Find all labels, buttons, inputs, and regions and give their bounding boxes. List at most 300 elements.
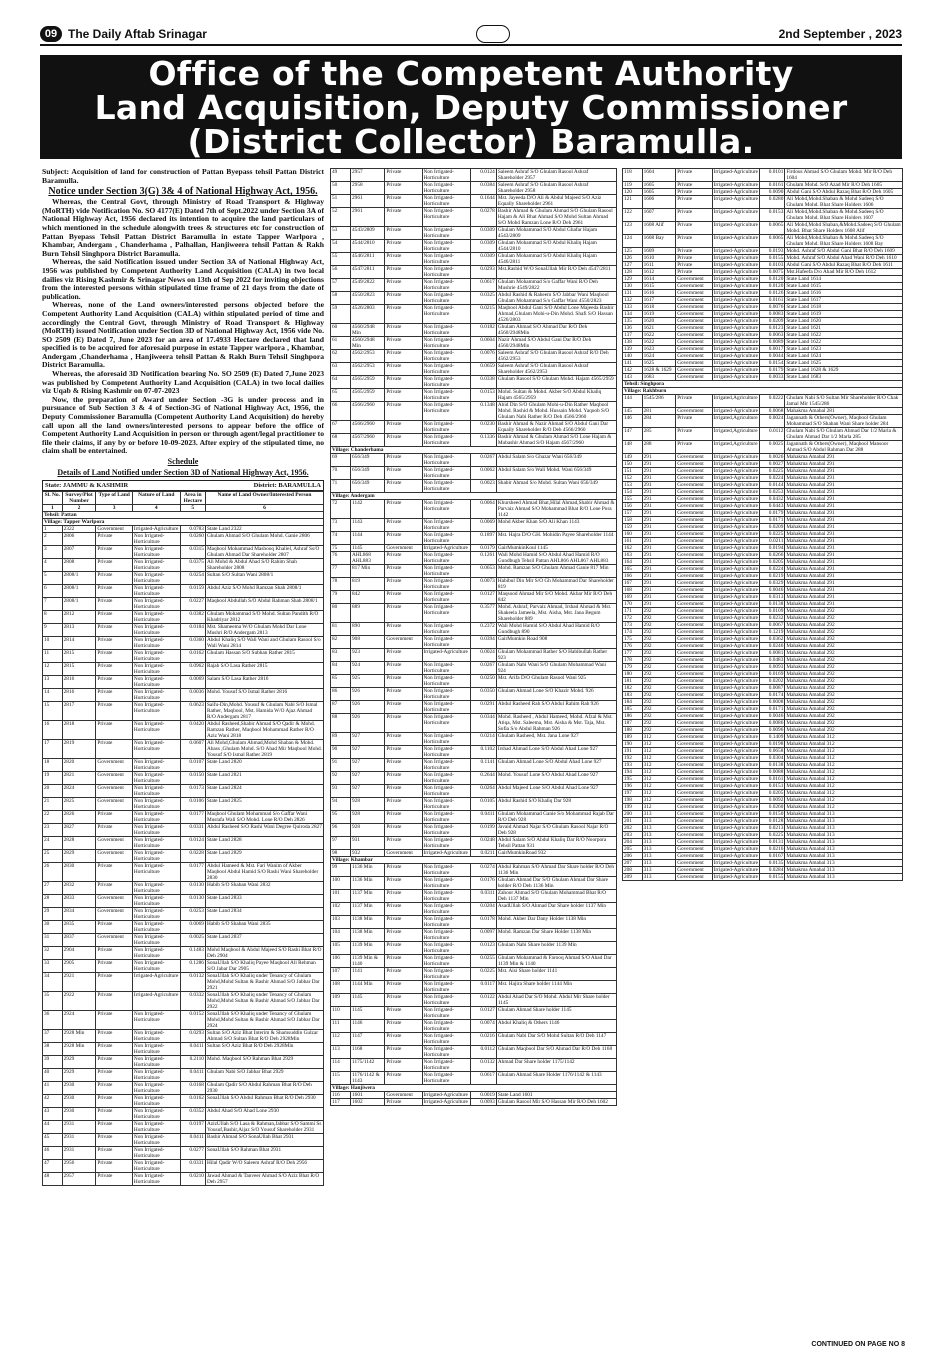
table-cell: 34 <box>43 973 63 992</box>
table-cell: 205 <box>623 846 643 853</box>
table-cell: Private <box>96 1173 133 1186</box>
table-cell: 0.0216 <box>760 846 785 853</box>
table-cell: Non Irrigated-Horticulture <box>422 981 471 994</box>
table-cell: Non Irrigated-Horticulture <box>132 1011 180 1030</box>
table-cell: Non Irrigated-Horticulture <box>422 363 471 376</box>
table-cell: 88 <box>331 714 351 733</box>
table-cell: 90 <box>331 746 351 759</box>
table-cell: 73 <box>331 519 351 532</box>
table-cell: 1144 Min <box>351 981 385 994</box>
table-cell: 183 <box>623 692 643 699</box>
table-cell: Government <box>676 475 712 482</box>
table-cell: 291 <box>642 538 676 545</box>
table-cell: 48 <box>43 1173 63 1186</box>
table-cell: 67 <box>331 421 351 434</box>
table-cell: 0.0093 <box>760 664 785 671</box>
table-cell: Private <box>96 1069 133 1082</box>
table-cell: 86 <box>331 688 351 701</box>
table-cell: 204 <box>623 839 643 846</box>
table-cell: 2832 <box>62 882 96 895</box>
table-row <box>623 290 903 297</box>
table-cell: Private <box>385 279 422 292</box>
table-cell: Government <box>676 304 712 311</box>
table-cell: Non Irrigated-Horticulture <box>132 1108 180 1121</box>
table-cell: 192 <box>623 755 643 762</box>
table-cell: 292 <box>642 657 676 664</box>
col-header: Name of Land Owner/Interested Person <box>205 492 323 505</box>
table-cell: 0.0332 <box>180 992 205 1011</box>
table-cell: 1623 <box>642 346 676 353</box>
table-cell: State Land 1622 <box>785 332 903 339</box>
table-cell: Ghulam Mohd. S/O Azad Mir R/O Deh 1605 <box>785 182 903 189</box>
table-cell: 0.0122 <box>471 994 497 1007</box>
table-cell: Non Irrigated-Horticulture <box>422 1033 471 1046</box>
table-cell: Government <box>676 860 712 867</box>
table-cell: 190 <box>623 741 643 748</box>
table-cell: Irrigated-Agriculture <box>713 769 758 775</box>
table-cell: Abdul Aziz S/O Mohd Ramzan Shah 2808/1 <box>205 585 323 598</box>
table-cell: Non Irrigated-Horticulture <box>422 837 471 850</box>
table-cell: 0.0117 <box>471 981 497 994</box>
table-cell: 0.0411 <box>471 811 497 824</box>
table-cell: Government <box>676 783 712 790</box>
table-cell: 2835 <box>62 921 96 934</box>
table-cell: Non Irrigated-Horticulture <box>422 877 471 890</box>
table-cell: Mahakma Amabal 291 <box>785 503 903 510</box>
table-cell: Irrigated-Agriculture <box>422 850 471 857</box>
table-cell: Irrigated-Agriculture <box>713 189 758 195</box>
table-cell: Government <box>676 573 712 580</box>
table-cell: Non Irrigated-Horticulture <box>132 895 180 908</box>
table-cell: Mahakma Amabal 291 <box>785 524 903 531</box>
table-cell: Private <box>676 209 712 222</box>
table-cell: Non Irrigated-Horticulture <box>132 934 180 947</box>
table-cell: 0.0411 <box>180 1069 205 1082</box>
table-cell: Irrigated-Agriculture <box>713 559 758 565</box>
table-cell: Government <box>676 408 712 415</box>
table-cell: Non Irrigated-Horticulture <box>132 546 180 559</box>
table-row <box>331 759 617 772</box>
table-cell: 0.0063 <box>760 332 785 339</box>
table-row <box>623 846 903 853</box>
table-cell: Ghulam Ahmad S/O Ahmad Dar R/O Deh 4560/2948Min <box>496 324 616 337</box>
table-cell: 4550/2823 <box>351 292 385 305</box>
table-cell: State Land 2820 <box>205 759 323 772</box>
table-cell: 0.0375 <box>180 559 205 572</box>
table-cell: Government <box>96 785 133 798</box>
table-cell: Government <box>676 636 712 643</box>
table-cell: 0.0124 <box>471 169 497 182</box>
table-cell: Irrigated-Agriculture <box>713 346 758 352</box>
table-cell: Mahakma Amabal 292 <box>785 678 903 685</box>
col-number: 6 <box>205 505 323 512</box>
table-cell: Private <box>96 1147 133 1160</box>
table-cell: Mahakma Amabal 292 <box>785 643 903 650</box>
table-cell: Bashir Ahmad & Ghulam Ahmad S/O Ghulam Rasool Hajam & Ali Bhat Ahmad S/O Mohd Sultan Ahmad S/O Mohd Ramzan Lone R/O Deh 2961 <box>496 208 616 227</box>
table-cell: Government <box>676 629 712 636</box>
table-cell: Private <box>385 994 422 1007</box>
table-cell: Private <box>385 421 422 434</box>
table-cell: 312 <box>642 769 676 776</box>
table-cell: Mahakma Amabal 312 <box>785 741 903 748</box>
table-cell: Irrigated-Agriculture <box>713 650 758 656</box>
table-cell: Non Irrigated-Horticulture <box>132 663 180 676</box>
table-cell: Habib S/O Shaban Wani 2835 <box>205 921 323 934</box>
table-cell: 291 <box>642 566 676 573</box>
table-cell: Non Irrigated-Horticulture <box>132 850 180 863</box>
table-cell: 4526/2803 <box>351 305 385 324</box>
table-cell: 0.0044 <box>760 353 785 360</box>
table-cell: Ghulam Nabi S/O Ghulam Ahmad Dar 1/2 Marla & Ghulam Ahmad Dar 1/2 Marla 285 <box>785 428 903 441</box>
table-cell: 1618 <box>642 304 676 311</box>
table-cell: 0.0266 <box>760 552 785 559</box>
table-row <box>331 733 617 746</box>
table-cell: Ghulam Mohammad S/O Abdul Khaliq Hajam 4544/2810 <box>496 240 616 253</box>
table-row <box>43 1082 324 1095</box>
table-cell: 0.0193 <box>760 248 785 255</box>
table-cell: 1614 <box>642 276 676 283</box>
table-cell: Government <box>676 332 712 339</box>
table-cell: Irrigated-Agriculture <box>713 839 758 845</box>
table-cell: State Land 1619 <box>785 311 903 318</box>
table-cell: Non Irrigated-Horticulture <box>132 759 180 772</box>
table-cell: Sultan S/O Sultan Wani 2808/1 <box>205 572 323 585</box>
table-cell: 1145 <box>351 545 385 552</box>
table-cell: 0.0209 <box>760 318 785 325</box>
table-cell: 9 <box>43 624 63 637</box>
table-cell: 0.0411 <box>180 1134 205 1147</box>
table-row <box>623 867 903 874</box>
table-cell: 1147 <box>351 1033 385 1046</box>
table-cell: 4567/2960 <box>351 434 385 447</box>
table-cell: 889 <box>351 604 385 623</box>
table-cell: Abdul Gani S/O Abdul Razaq Bhat R/O Deh 1605 <box>785 189 903 196</box>
table-cell: Non Irrigated-Horticulture <box>132 611 180 624</box>
table-cell: 38 <box>43 1043 63 1056</box>
table-cell: 79 <box>331 591 351 604</box>
table-cell: Private <box>676 189 712 196</box>
table-cell: Non Irrigated-Horticulture <box>422 500 471 519</box>
table-cell: 0.0198 <box>760 741 785 748</box>
table-cell: Bashir Ahmad & Nazir Ahmad S/O Abdul Gani Dar Equally Shareholder R/O Deh 4566/2960 <box>496 421 616 434</box>
table-cell: 0.0046 <box>760 713 785 720</box>
table-cell: 135 <box>623 318 643 325</box>
table-cell: 11 <box>43 650 63 663</box>
table-cell: Private <box>96 663 133 676</box>
table-cell: Khursheed Ahmad Bhat,Hilal Ahmad,Shabir Ahmad & Parvaiz Ahmad S/O Mohammad Bhat R/O Lone Pora 1142 <box>497 500 615 518</box>
table-cell: 32 <box>43 947 63 960</box>
table-cell: Private <box>385 195 422 208</box>
table-cell: Irrigated-Agriculture <box>713 706 758 712</box>
table-cell: 83 <box>331 649 351 662</box>
table-cell: 0.0171 <box>760 517 785 524</box>
table-cell: Irrigated-Agriculture <box>713 580 758 586</box>
table-cell: 4566/2960 <box>351 421 385 434</box>
table-cell: Saleem Ashraf S/O Ghulam Rasool Ashraf R/O Deh 4562/2953 <box>496 350 616 363</box>
table-cell: 46 <box>43 1147 63 1160</box>
table-cell: 10 <box>43 637 63 650</box>
table-cell: Private <box>385 253 422 266</box>
table-cell: Irrigated-Agriculture <box>713 811 758 817</box>
table-cell: Private <box>96 863 133 882</box>
table-cell: 41 <box>43 1082 63 1095</box>
table-cell: Non Irrigated-Horticulture <box>422 591 471 604</box>
table-cell: 13 <box>43 676 63 689</box>
table-cell: 291 <box>642 573 676 580</box>
table-cell: Non Irrigated-Horticulture <box>422 195 471 208</box>
table-cell: Mahakma Amabal 291 <box>785 496 903 503</box>
table-cell: 2808/1 <box>62 585 96 598</box>
table-cell: 156 <box>623 503 643 510</box>
table-row <box>623 531 903 538</box>
table-row <box>331 798 617 811</box>
table-cell: 0.0033 <box>760 374 785 381</box>
table-row <box>331 877 617 890</box>
table-cell: Non Irrigated-Horticulture <box>422 519 471 532</box>
table-cell: 95 <box>331 811 351 824</box>
table-row <box>331 1007 617 1020</box>
table-row <box>623 262 903 269</box>
table-cell: Private <box>385 363 422 376</box>
table-cell: Private <box>385 675 422 688</box>
table-cell: Non Irrigated-Horticulture <box>422 772 471 785</box>
table-cell: Non Irrigated-Horticulture <box>422 1072 471 1085</box>
table-cell: 131 <box>623 290 643 297</box>
state-district <box>42 480 324 491</box>
table-cell: Private <box>385 811 422 824</box>
table-row <box>43 908 324 921</box>
table-cell: 0.0019 <box>471 1092 497 1099</box>
table-row <box>623 415 903 428</box>
paragraph-2: Whereas, the said Notification issued under Section 3A of National Highway Act, 1956 was published by Competent Authority Land Acquisition (CALA) in two local dailies viz Rising Kashmir & Srinagar News on 13th of Sep 2022 for inviting objections from the interested persons within stipulated time frame of 21 days from the date of publication. <box>42 257 324 301</box>
table-cell: Maqbool Mohammad Mashooq Khaliel, Ashraf Ss/O Ghulam Ahmad Dar Shareholder 2807 <box>205 546 323 559</box>
table-cell: 0.0350 <box>471 688 497 701</box>
table-cell: Mahakma Amabal 313 <box>785 839 903 846</box>
table-cell: 292 <box>642 678 676 685</box>
table-cell: 137 <box>623 332 643 339</box>
table-cell: Irrigated-Agriculture <box>713 748 758 754</box>
table-row <box>623 811 903 818</box>
table-cell: 291 <box>642 475 676 482</box>
table-cell: 15 <box>43 702 63 721</box>
table-cell: 4547/2811 <box>351 266 385 279</box>
table-cell: 160 <box>623 531 643 538</box>
table-row <box>331 253 617 266</box>
table-cell: Irrigated-Agriculture <box>712 169 760 182</box>
table-row <box>331 389 617 402</box>
table-row <box>331 1099 617 1106</box>
table-cell: Private <box>385 746 422 759</box>
table-cell: 51 <box>331 195 351 208</box>
table-cell: Maqbool Ghulam Mohammad S/o Gaffar Wani Mustafa Wali S/O Mohd. Lone R/O Deh 2826 <box>205 811 323 824</box>
table-cell: 201 <box>623 818 643 825</box>
table-cell: 284 <box>642 415 676 428</box>
table-row <box>331 746 617 759</box>
table-cell: Mahakma Amabal 291 <box>785 573 903 580</box>
table-cell: 4544/2810 <box>351 240 385 253</box>
table-row <box>43 960 324 973</box>
table-cell: 313 <box>642 846 676 853</box>
table-cell: Mahakma Amabal 312 <box>785 790 903 797</box>
table-row <box>331 649 617 662</box>
col-header: Area in Hectare <box>180 492 205 505</box>
table-cell: Irrigated-Agriculture <box>713 790 758 796</box>
table-cell: Mahakma Amabal 292 <box>785 657 903 664</box>
table-row <box>331 1046 617 1059</box>
table-cell: 209 <box>623 874 643 881</box>
table-cell: Non Irrigated-Horticulture <box>422 942 471 955</box>
table-cell: GairMumkinRoad 932 <box>496 850 616 857</box>
table-cell: 0.0222 <box>760 395 785 408</box>
table-cell: Irrigated-Agriculture <box>713 692 758 698</box>
table-cell: State Land 1622 <box>785 339 903 346</box>
table-cell: Non Irrigated-Horticulture <box>422 785 471 798</box>
table-cell: Private <box>676 182 712 189</box>
table-cell: Government <box>676 818 712 825</box>
table-cell: 908 <box>351 636 385 649</box>
schedule-table-3 <box>622 168 903 881</box>
table-row <box>331 1020 617 1033</box>
table-cell: 313 <box>642 825 676 832</box>
table-cell: Non Irrigated-Horticulture <box>132 1082 180 1095</box>
table-cell: 923 <box>351 649 385 662</box>
table-cell: State Land 1620 <box>785 318 903 325</box>
village-break-label: Village: Hanjiwera <box>331 1085 617 1092</box>
table-row <box>331 811 617 824</box>
table-cell: 0.0607 <box>180 740 205 759</box>
table-cell: 0.0280 <box>760 196 785 209</box>
table-cell: 54 <box>331 240 351 253</box>
village-break-label: Tehsil: Singhpora <box>623 381 903 388</box>
table-cell: 0.0107 <box>180 759 205 772</box>
table-cell: 3 <box>43 546 63 559</box>
table-cell: 0.0159 <box>180 585 205 598</box>
table-row <box>623 248 903 255</box>
table-cell: Government <box>676 325 712 332</box>
table-cell: Non Irrigated-Horticulture <box>422 798 471 811</box>
table-cell: State Land 1624 <box>785 353 903 360</box>
table-cell: Shabir Ahmad S/o Mohd. Sultan Wani 656/349 <box>496 480 616 493</box>
table-cell: 0.0025 <box>760 441 785 454</box>
table-cell: Irrigated-Agriculture <box>713 468 758 474</box>
table-cell: 116 <box>331 1092 351 1099</box>
table-row <box>331 292 617 305</box>
table-row <box>331 578 617 591</box>
table-cell: 312 <box>642 755 676 762</box>
table-cell: 47 <box>43 1160 63 1173</box>
table-cell: 0.0248 <box>471 837 497 850</box>
table-row <box>43 689 324 702</box>
table-cell: 60 <box>331 324 351 337</box>
table-cell: Private <box>385 1033 422 1046</box>
table-cell: Government <box>676 367 712 374</box>
table-cell: 0.0783 <box>180 526 205 533</box>
table-cell: Private <box>385 929 422 942</box>
table-cell: 288 <box>642 441 676 454</box>
table-cell: Non Irrigated-Horticulture <box>422 337 471 350</box>
table-cell: 313 <box>642 811 676 818</box>
table-cell: Government <box>676 874 712 881</box>
table-cell: 0.0120 <box>760 276 785 283</box>
table-cell: 4566/2960 <box>351 402 385 421</box>
table-cell: 313 <box>642 860 676 867</box>
table-cell: 158 <box>623 517 643 524</box>
table-cell: Non Irrigated-Horticulture <box>132 837 180 850</box>
table-cell: Private <box>385 1059 422 1072</box>
table-cell: 927 <box>351 785 385 798</box>
table-cell: Mahakma Amabal 291 <box>785 580 903 587</box>
table-cell: Private <box>385 890 422 903</box>
table-row <box>331 227 617 240</box>
table-cell: Non Irrigated-Horticulture <box>422 1046 471 1059</box>
table-cell: 0.2372 <box>471 623 497 636</box>
table-cell: Irrigated-Agriculture <box>422 649 471 662</box>
table-cell: Non Irrigated-Horticulture <box>422 169 471 182</box>
table-cell: Sultan S/O Aziz Bhat Interim & Shamsuddin Gulzar Ahmad S/O Sultan Bhat R/O Deh 2928Min <box>205 1030 323 1043</box>
table-row <box>623 325 903 332</box>
table-cell: Government <box>676 811 712 818</box>
table-cell: State Land 2825 <box>205 798 323 811</box>
table-cell: Non Irrigated-Horticulture <box>422 376 471 389</box>
table-row <box>623 318 903 325</box>
table-row <box>623 353 903 360</box>
table-row <box>623 678 903 685</box>
table-cell: 4560/2948 Min <box>351 324 385 337</box>
table-cell: Mohd Maqbool & Abdul Majeed S/O Rashi Bhat R/O Deh 2904 <box>205 947 323 960</box>
table-cell: 0.0153 <box>471 389 497 402</box>
table-row <box>331 305 617 324</box>
schedule-title: Schedule <box>167 457 199 466</box>
table-cell: Maqbool Abdul Gani S/O Abdul Lone Majeeda Bashir Ahmad,Ghulam Mohi-u-Din Mohd. Shafi S/O Hassan 4526/2803 <box>496 305 616 324</box>
table-cell: Mahakma Amabal 292 <box>785 720 903 727</box>
table-cell: Mahakma Amabal 312 <box>785 804 903 811</box>
table-row <box>331 785 617 798</box>
table-cell: Government <box>676 699 712 706</box>
table-cell: Non Irrigated-Horticulture <box>422 240 471 253</box>
table-cell: 1139 Min & 1140 <box>351 955 385 968</box>
table-cell: Mahakma Amabal 292 <box>785 713 903 720</box>
table-cell: 144 <box>623 395 643 408</box>
table-cell: Non Irrigated-Horticulture <box>132 1147 180 1160</box>
table-cell: 292 <box>642 622 676 629</box>
table-cell: 110 <box>331 1007 351 1020</box>
table-cell: 0.0329 <box>760 580 785 587</box>
table-cell: Private <box>676 428 712 441</box>
table-cell: 312 <box>642 748 676 755</box>
table-cell: Government <box>676 566 712 573</box>
table-cell: Mohd Akber Khan S/O Ali Khan 1143 <box>496 519 616 532</box>
table-cell: Mahakma Amabal 292 <box>785 664 903 671</box>
table-row <box>623 182 903 189</box>
table-cell: Government <box>676 482 712 489</box>
table-row <box>331 182 617 195</box>
table-cell: 313 <box>642 874 676 881</box>
table-cell: Abdul Salam S/o Wali Mohd. Wani 656/349 <box>496 467 616 480</box>
table-cell: 313 <box>642 818 676 825</box>
table-cell: 115 <box>331 1072 351 1085</box>
table-cell: Ghulam Rasool Mir S/O Hassan Mir R/O Deh 1602 <box>496 1099 616 1106</box>
table-cell: Government <box>676 867 712 874</box>
table-cell: 0.0315 <box>180 546 205 559</box>
table-cell: Non Irrigated-Horticulture <box>422 746 471 759</box>
schedule-table-1 <box>42 491 324 1186</box>
table-cell: 0.2644 <box>471 772 497 785</box>
table-cell: 0.0197 <box>180 1121 205 1134</box>
table-cell: Irrigated-Agriculture <box>713 713 758 719</box>
table-cell: Mohd. Yousuf Lone S/O Abdul Ahad Lone 927 <box>496 772 616 785</box>
table-cell: Irrigated,Agriculture <box>712 415 760 428</box>
table-row <box>623 874 903 881</box>
